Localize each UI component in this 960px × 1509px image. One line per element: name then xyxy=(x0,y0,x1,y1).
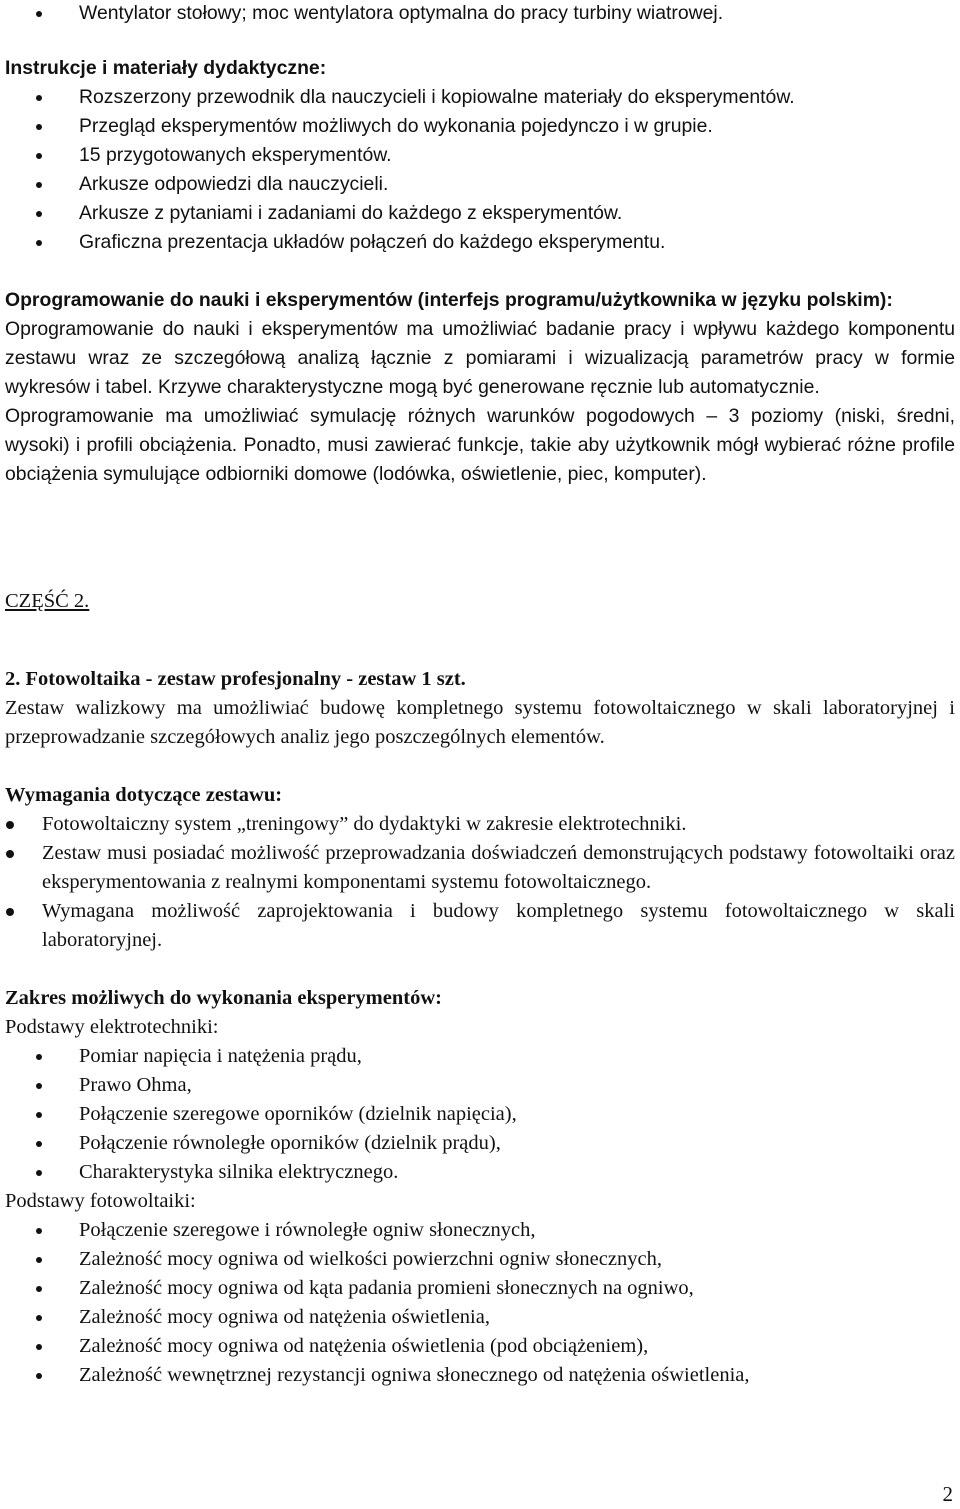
list-item: Wymagana możliwość zaprojektowania i budowy kompletnego systemu fotowoltaicznego w skali laboratoryjnej. xyxy=(5,897,955,955)
ventilator-list xyxy=(5,0,955,28)
document-page xyxy=(5,0,955,1390)
list-item: Pomiar napięcia i natężenia prądu, xyxy=(5,1042,955,1071)
list-item: Rozszerzony przewodnik dla nauczycieli i kopiowalne materiały do eksperymentów. xyxy=(5,83,955,112)
list-item: 15 przygotowanych eksperymentów. xyxy=(5,141,955,170)
list-item: Arkusze odpowiedzi dla nauczycieli. xyxy=(5,170,955,199)
requirements-heading: Wymagania dotyczące zestawu: xyxy=(5,784,283,806)
software-paragraph-2: Oprogramowanie ma umożliwiać symulację różnych warunków pogodowych – 3 poziomy (niski, średni, wysoki) i profili obciążenia. Ponadto, musi zawierać funkcje, takie aby użytkownik mógł wybierać różne profile obciążenia symulujące odbiorniki domowe (lodówka, oświetlenie, piec, komputer). xyxy=(5,405,955,485)
list-item: Prawo Ohma, xyxy=(5,1071,955,1100)
electro-list xyxy=(5,1042,955,1187)
list-item: Przegląd eksperymentów możliwych do wykonania pojedynczo i w grupie. xyxy=(5,112,955,141)
experiments-heading: Zakres możliwych do wykonania eksperymentów: xyxy=(5,987,442,1009)
page-number: 2 xyxy=(942,1482,953,1506)
instructions-list xyxy=(5,83,955,257)
list-item: Zależność mocy ogniwa od natężenia oświetlenia, xyxy=(5,1303,955,1332)
part-title: CZĘŚĆ 2. xyxy=(5,589,90,612)
pv-heading: 2. Fotowoltaika - zestaw profesjonalny - zestaw 1 szt. xyxy=(5,668,466,690)
pv-experiments-list xyxy=(5,1216,955,1390)
electro-label: Podstawy elektrotechniki: xyxy=(5,1016,219,1038)
list-item: Zależność mocy ogniwa od wielkości powierzchni ogniw słonecznych, xyxy=(5,1245,955,1274)
instructions-heading: Instrukcje i materiały dydaktyczne: xyxy=(5,57,327,79)
list-item: Połączenie równoległe oporników (dzielnik prądu), xyxy=(5,1129,955,1158)
list-item: Zestaw musi posiadać możliwość przeprowadzania doświadczeń demonstrujących podstawy fotowoltaiki oraz eksperymentowania z realnymi komponentami systemu fotowoltaicznego. xyxy=(5,839,955,897)
software-paragraph-1: Oprogramowanie do nauki i eksperymentów ma umożliwiać badanie pracy i wpływu każdego komponentu zestawu wraz ze szczegółową analizą łącznie z pomiarami i wizualizacją parametrów pracy w formie wykresów i tabel. Krzywe charakterystyczne mogą być generowane ręcznie lub automatycznie. xyxy=(5,318,955,398)
software-heading: Oprogramowanie do nauki i eksperymentów (interfejs programu/użytkownika w języku polskim): xyxy=(5,289,893,311)
list-item: Graficzna prezentacja układów połączeń do każdego eksperymentu. xyxy=(5,228,955,257)
pv-description: Zestaw walizkowy ma umożliwiać budowę kompletnego systemu fotowoltaicznego w skali laboratoryjnej i przeprowadzanie szczegółowych analiz jego poszczególnych elementów. xyxy=(5,697,955,748)
list-item: Wentylator stołowy; moc wentylatora optymalna do pracy turbiny wiatrowej. xyxy=(5,0,955,28)
list-item: Zależność mocy ogniwa od kąta padania promieni słonecznych na ogniwo, xyxy=(5,1274,955,1303)
requirements-list xyxy=(5,810,955,955)
list-item: Charakterystyka silnika elektrycznego. xyxy=(5,1158,955,1187)
pv-label: Podstawy fotowoltaiki: xyxy=(5,1190,196,1212)
list-item: Połączenie szeregowe i równoległe ogniw słonecznych, xyxy=(5,1216,955,1245)
list-item: Zależność wewnętrznej rezystancji ogniwa słonecznego od natężenia oświetlenia, xyxy=(5,1361,955,1390)
list-item: Połączenie szeregowe oporników (dzielnik napięcia), xyxy=(5,1100,955,1129)
list-item: Arkusze z pytaniami i zadaniami do każdego z eksperymentów. xyxy=(5,199,955,228)
list-item: Zależność mocy ogniwa od natężenia oświetlenia (pod obciążeniem), xyxy=(5,1332,955,1361)
list-item: Fotowoltaiczny system „treningowy” do dydaktyki w zakresie elektrotechniki. xyxy=(5,810,955,839)
